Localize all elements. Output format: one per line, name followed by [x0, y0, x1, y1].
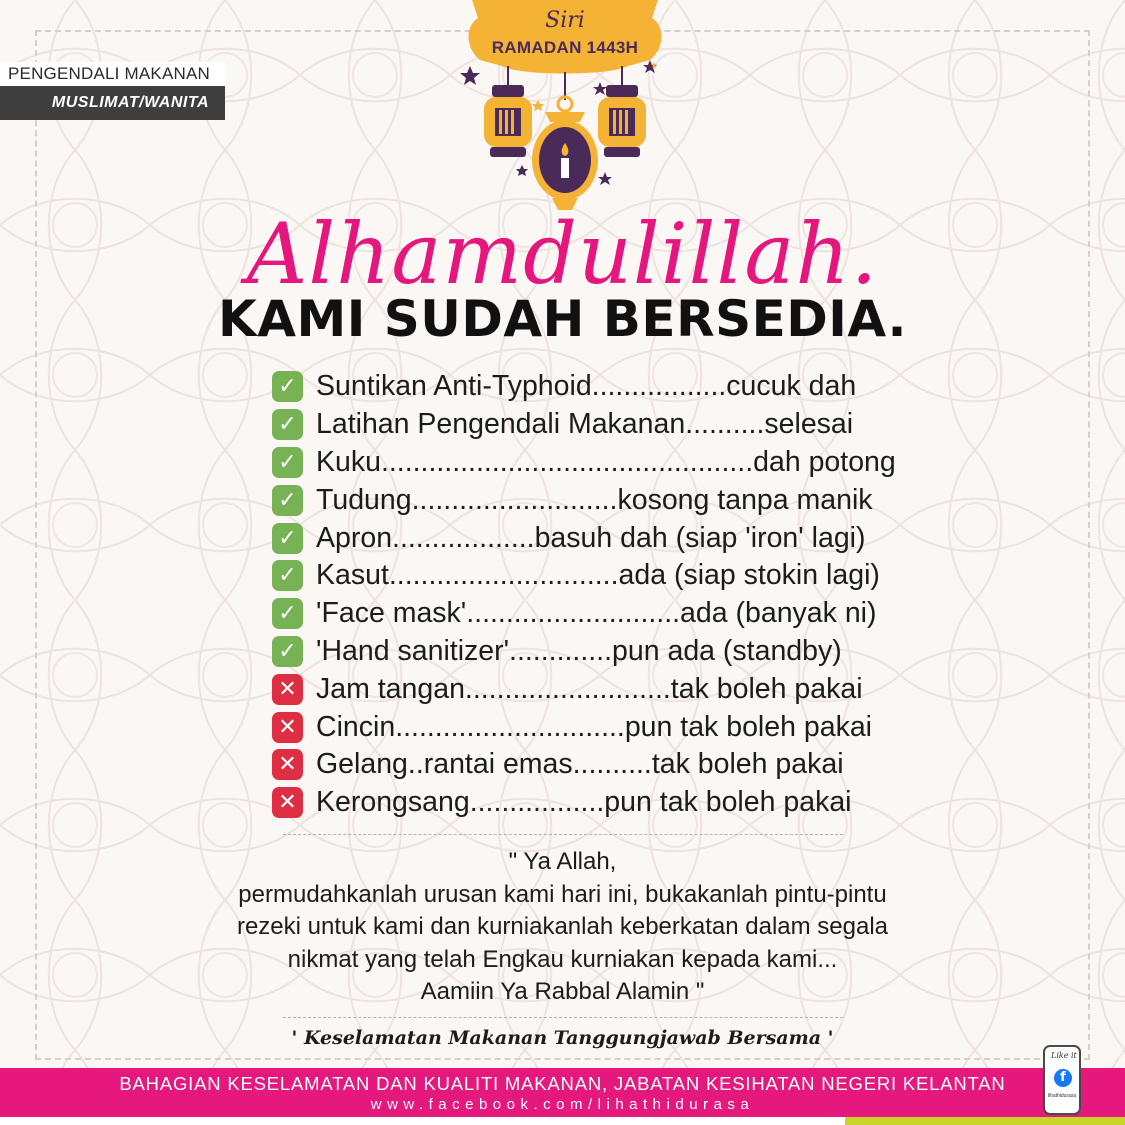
footer-stripe-white — [0, 1117, 845, 1125]
checklist-item — [272, 746, 872, 784]
check-icon: ✓ — [272, 485, 303, 516]
checklist-item-text: Kuku...............................................dah potong — [316, 445, 896, 478]
checklist-item-text: Suntikan Anti-Typhoid.................cucuk dah — [316, 370, 857, 403]
checklist-item — [272, 481, 872, 519]
banner-siri: Siri — [545, 8, 585, 33]
lantern-center-icon — [532, 97, 598, 210]
footer-stripe-green — [845, 1117, 1125, 1125]
checklist-item — [272, 557, 880, 595]
checklist-item — [272, 633, 872, 671]
divider-top — [283, 834, 843, 835]
check-icon: ✓ — [272, 560, 303, 591]
lantern-right-icon — [598, 85, 646, 157]
phone-like-label: Like it — [1051, 1051, 1077, 1060]
check-icon: ✓ — [272, 636, 303, 667]
phone-handle: lihathidurasa — [1047, 1093, 1077, 1099]
check-icon: ✓ — [272, 598, 303, 629]
checklist-item — [272, 784, 872, 822]
headline-main: KAMI SUDAH BERSEDIA. — [218, 290, 907, 348]
cross-icon: ✕ — [272, 674, 303, 705]
check-icon: ✓ — [272, 447, 303, 478]
checklist — [272, 368, 896, 822]
checklist-item-text: Kerongsang.................pun tak boleh pakai — [316, 786, 852, 819]
checklist-item-text: Kasut.............................ada (siap stokin lagi) — [316, 559, 880, 592]
checklist-item-text: Jam tangan..........................tak boleh pakai — [316, 672, 863, 705]
footer-facebook-url[interactable]: www.facebook.com/lihathidurasa — [370, 1096, 755, 1113]
checklist-item-text: Cincin.............................pun tak boleh pakai — [316, 710, 873, 743]
cross-icon: ✕ — [272, 749, 303, 780]
checklist-item-text: 'Hand sanitizer'.............pun ada (standby) — [316, 634, 842, 667]
checklist-item — [272, 670, 872, 708]
corner-label-top: PENGENDALI MAKANAN — [0, 62, 225, 86]
checklist-item — [272, 444, 896, 482]
checklist-item — [272, 406, 872, 444]
phone-facebook-icon[interactable] — [1043, 1045, 1081, 1115]
prayer-line: rezeki untuk kami dan kurniakanlah keberkatan dalam segala — [236, 913, 889, 940]
checklist-item-text: Tudung..........................kosong tanpa manik — [316, 483, 873, 516]
prayer-line: permudahkanlah urusan kami hari ini, bukakanlah pintu-pintu — [238, 880, 887, 908]
corner-label-bottom: MUSLIMAT/WANITA — [0, 86, 225, 120]
prayer-line: nikmat yang telah Engkau kurniakan kepada kami... — [287, 945, 838, 973]
checklist-item-text: Gelang..rantai emas..........tak boleh pakai — [316, 748, 844, 781]
prayer-line: " Ya Allah, — [508, 848, 617, 875]
checklist-item — [272, 708, 872, 746]
checklist-item — [272, 368, 872, 406]
checklist-item — [272, 595, 877, 633]
slogan: ' Keselamatan Makanan Tanggungjawab Bersama ' — [291, 1027, 834, 1049]
checklist-item-text: Apron..................basuh dah (siap 'iron' lagi) — [316, 521, 866, 554]
cross-icon: ✕ — [272, 712, 303, 743]
cross-icon: ✕ — [272, 787, 303, 818]
footer-organization: BAHAGIAN KESELAMATAN DAN KUALITI MAKANAN, JABATAN KESIHATAN NEGERI KELANTAN — [119, 1073, 1006, 1094]
banner-series: RAMADAN 1443H — [491, 38, 639, 57]
checklist-item — [272, 519, 872, 557]
check-icon: ✓ — [272, 371, 303, 402]
prayer-line: Aamiin Ya Rabbal Alamin " — [420, 978, 705, 1005]
check-icon: ✓ — [272, 523, 303, 554]
checklist-item-text: 'Face mask'...........................ada (banyak ni) — [316, 597, 877, 630]
headline-script: Alhamdulillah. — [246, 205, 879, 303]
divider-bottom — [283, 1017, 843, 1018]
checklist-item-text: Latihan Pengendali Makanan..........selesai — [316, 408, 854, 441]
lantern-left-icon — [484, 85, 532, 157]
prayer-text — [150, 846, 975, 1009]
facebook-icon: f — [1054, 1069, 1072, 1087]
check-icon: ✓ — [272, 409, 303, 440]
